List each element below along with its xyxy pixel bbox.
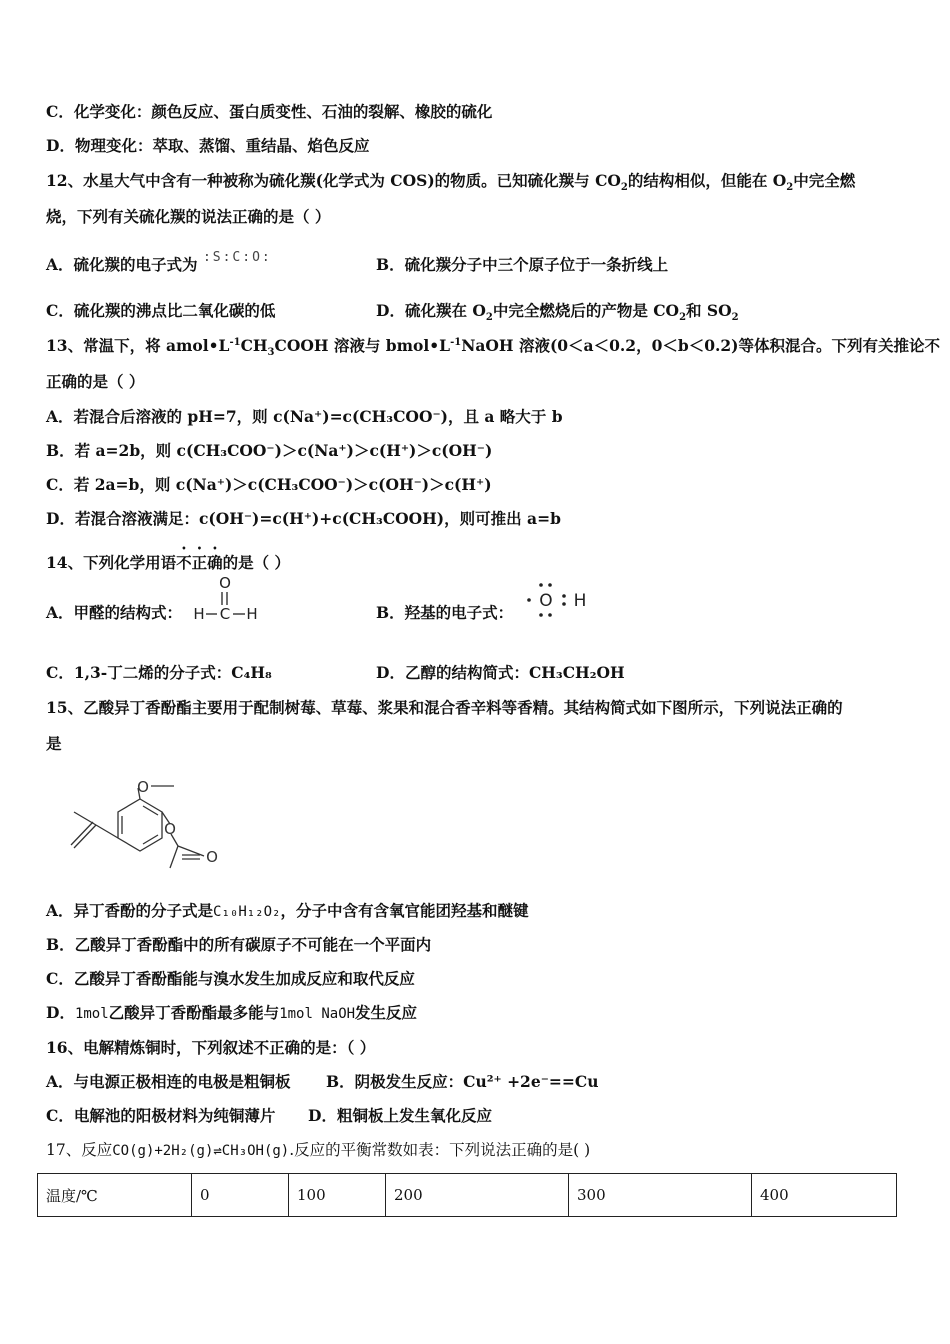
atom-c: C — [219, 605, 231, 623]
hydroxyl-electron-formula — [524, 580, 594, 620]
q15-option-d: D．1mol乙酸异丁香酚酯最多能与1mol NaOH发生反应 — [46, 1003, 418, 1022]
q11-option-d: D．物理变化：萃取、蒸馏、重结晶、焰色反应 — [46, 136, 370, 155]
q13-option-c: C．若 2a=b，则 c(Na⁺)＞c(CH₃COO⁻)＞c(OH⁻)＞c(H⁺) — [46, 475, 492, 494]
q16-stem: 16、电解精炼铜时，下列叙述不正确的是：（ ） — [46, 1038, 376, 1057]
q14-option-d: D．乙醇的结构简式：CH₃CH₂OH — [376, 663, 625, 682]
q15-option-b: B．乙酸异丁香酚酯中的所有碳原子不可能在一个平面内 — [46, 935, 432, 954]
q12-option-d: D．硫化羰在 $O_2$中完全燃烧后的产物是 $CO_2$和 $SO_2$ — [376, 301, 739, 324]
q14-option-c: C．1,3-丁二烯的分子式：C₄H₈ — [46, 663, 272, 682]
q15-stem-line1: 15、乙酸异丁香酚酯主要用于配制树莓、草莓、浆果和混合香辛料等香精。其结构简式如下图所示，下列说法正确的 — [46, 698, 843, 717]
q15-stem-line2: 是 — [46, 734, 62, 753]
table-cell: 300 — [569, 1174, 752, 1217]
q16-option-c: C．电解池的阳极材料为纯铜薄片 — [46, 1106, 276, 1125]
atom-o-carbonyl: O — [206, 848, 218, 866]
q13-option-b: B．若 a=2b，则 c(CH₃COO⁻)＞c(Na⁺)＞c(H⁺)＞c(OH⁻) — [46, 441, 493, 460]
table-cell: 400 — [752, 1174, 897, 1217]
q14-option-a: A．甲醛的结构式： — [46, 603, 183, 622]
q12-stem-line2: 烧，下列有关硫化羰的说法正确的是（ ） — [46, 207, 331, 226]
cos-electron-formula: :S:C:O: — [202, 250, 272, 265]
q13-option-a: A．若混合后溶液的 pH=7，则 c(Na⁺)=c(CH₃COO⁻)，且 a 略大于 b — [46, 407, 563, 426]
q16-option-b: B．阴极发生反应：Cu²⁺ +2e⁻==Cu — [326, 1072, 599, 1091]
formaldehyde-structure — [190, 572, 265, 624]
table-cell: 温度/℃ — [38, 1174, 192, 1217]
q16-option-d: D．粗铜板上发生氧化反应 — [308, 1106, 492, 1125]
atom-o-ester: O — [164, 820, 176, 838]
q15-option-a: A．异丁香酚的分子式是C₁₀H₁₂O₂，分子中含有含氧官能团羟基和醚键 — [46, 901, 529, 920]
q13-stem-line1: 13、常温下，将 $amol•L^{-1}CH_3COOH$ 溶液与 $bmol•L^{-1}NaOH$ 溶液(0＜a＜0.2，0＜b＜0.2)等体积混合。下列有关推论不 — [46, 336, 940, 359]
isoeugenol-acetate-structure — [50, 776, 230, 876]
atom-o: O — [539, 591, 553, 611]
table-row — [38, 1174, 897, 1217]
q12-option-a: A．硫化羰的电子式为 :S:C:O: — [46, 250, 272, 274]
equilibrium-constant-table — [37, 1173, 897, 1217]
q13-stem-line2: 正确的是（ ） — [46, 372, 145, 391]
atom-o: O — [219, 574, 231, 592]
atom-h: H — [573, 591, 587, 611]
table-cell: 200 — [386, 1174, 569, 1217]
q12-stem-line1: 12、水星大气中含有一种被称为硫化羰(化学式为 COS)的物质。已知硫化羰与 $CO_2$的结构相似，但能在 $O_2$中完全燃 — [46, 171, 856, 194]
q12-option-c: C．硫化羰的沸点比二氧化碳的低 — [46, 301, 276, 320]
q14-stem: 14、下列化学用语不正确的是（ ） — [46, 553, 290, 572]
q17-stem: 17、反应CO(g)+2H₂(g)⇌CH₃OH(g).反应的平衡常数如表：下列说法正确的是( ) — [46, 1141, 591, 1159]
table-cell: 100 — [289, 1174, 386, 1217]
q13-option-d: D．若混合溶液满足：c(OH⁻)=c(H⁺)+c(CH₃COOH)，则可推出 a=b — [46, 509, 561, 528]
q15-option-c: C．乙酸异丁香酚酯能与溴水发生加成反应和取代反应 — [46, 969, 415, 988]
q12-option-b: B．硫化羰分子中三个原子位于一条折线上 — [376, 255, 669, 274]
emphasis-text: 不正确 — [176, 553, 223, 572]
atom-o-methoxy: O — [137, 778, 149, 796]
atom-h-left: H — [193, 605, 205, 623]
q11-option-c: C．化学变化：颜色反应、蛋白质变性、石油的裂解、橡胶的硫化 — [46, 102, 493, 121]
q14-option-b: B．羟基的电子式： — [376, 603, 514, 622]
atom-h-right: H — [246, 605, 258, 623]
q16-option-a: A．与电源正极相连的电极是粗铜板 — [46, 1072, 291, 1091]
table-cell: 0 — [192, 1174, 289, 1217]
